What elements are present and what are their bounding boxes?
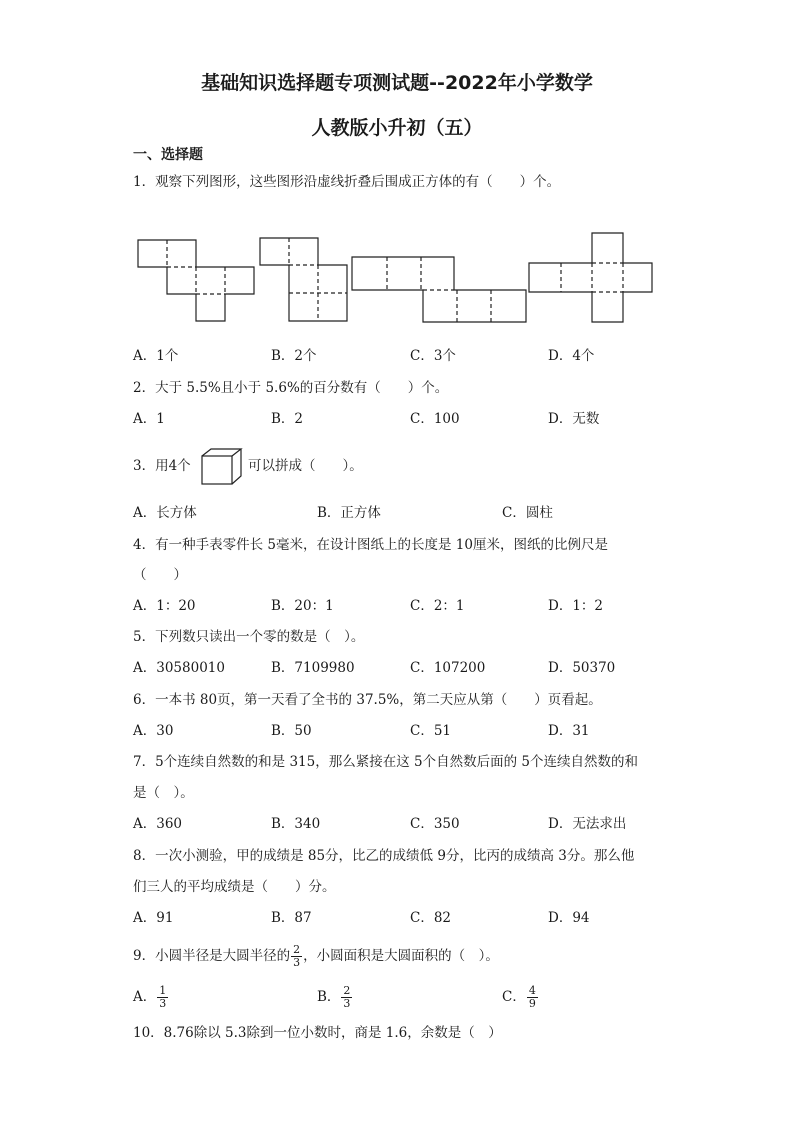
- q2-option-a[interactable]: A．1: [133, 411, 165, 427]
- question-6: 6．一本书 80页，第一天看了全书的 37.5%，第二天应从第（ ）页看起。: [133, 692, 602, 708]
- question-9-after: ，小圆面积是大圆面积的（ ）。: [303, 948, 499, 964]
- q8-option-c[interactable]: C．82: [410, 910, 452, 926]
- q3-option-a[interactable]: A．长方体: [133, 505, 197, 521]
- q9-option-c[interactable]: C． $\frac{4}{9}$: [502, 984, 536, 1010]
- q6-option-c[interactable]: C．51: [410, 723, 452, 739]
- q2-option-b[interactable]: B．2: [271, 411, 304, 427]
- question-4-line1: 4．有一种手表零件长 5毫米，在设计图纸上的长度是 10厘米，图纸的比例尺是: [133, 537, 608, 553]
- question-9: [133, 944, 499, 969]
- q1-option-c[interactable]: C．3个: [410, 348, 456, 364]
- q6-option-b[interactable]: B．50: [271, 723, 312, 739]
- question-5: 5．下列数只读出一个零的数是（ ）。: [133, 629, 365, 645]
- q3-option-b[interactable]: B．正方体: [317, 505, 381, 521]
- cube-nets-figure: [134, 228, 656, 326]
- q8-option-b[interactable]: B．87: [271, 910, 312, 926]
- q5-option-b[interactable]: B．7109980: [271, 660, 355, 676]
- q4-option-c[interactable]: C．2：1: [410, 598, 465, 614]
- document-title-line2: 人教版小升初（五）: [311, 117, 483, 139]
- q5-option-c[interactable]: C．107200: [410, 660, 486, 676]
- q7-option-a[interactable]: A．360: [133, 816, 183, 832]
- q7-option-d[interactable]: D．无法求出: [548, 816, 627, 832]
- question-10: 10．8.76除以 5.3除到一位小数时，商是 1.6，余数是（ ）: [133, 1025, 502, 1041]
- q8-option-a[interactable]: A．91: [133, 910, 174, 926]
- question-3-before: 3．用4个: [133, 458, 191, 474]
- question-2: 2．大于 5.5%且小于 5.6%的百分数有（ ）个。: [133, 380, 449, 396]
- question-4-line2: （ ）: [133, 567, 187, 583]
- q1-option-d[interactable]: D．4个: [548, 348, 595, 364]
- cube-net-1: [138, 240, 254, 321]
- question-9-fraction: $\frac{2}{3}$: [293, 943, 301, 969]
- question-8-line1: 8．一次小测验，甲的成绩是 85分，比乙的成绩低 9分，比丙的成绩高 3分。那么他: [133, 848, 635, 864]
- q6-option-a[interactable]: A．30: [133, 723, 174, 739]
- cube-net-3: [352, 257, 526, 322]
- q1-option-b[interactable]: B．2个: [271, 348, 317, 364]
- q9-option-a[interactable]: A． $\frac{1}{3}$: [133, 984, 167, 1010]
- q9-option-b[interactable]: B． $\frac{2}{3}$: [317, 984, 351, 1010]
- q5-option-d[interactable]: D．50370: [548, 660, 616, 676]
- question-7-line2: 是（ ）。: [133, 785, 194, 801]
- q4-option-a[interactable]: A．1：20: [133, 598, 196, 614]
- q1-option-a[interactable]: A．1个: [133, 348, 179, 364]
- question-1: 1．观察下列图形，这些图形沿虚线折叠后围成正方体的有（ ）个。: [133, 174, 561, 190]
- q5-option-a[interactable]: A．30580010: [133, 660, 225, 676]
- q6-option-d[interactable]: D．31: [548, 723, 590, 739]
- q3-option-c[interactable]: C．圆柱: [502, 505, 553, 521]
- cube-icon: [200, 448, 244, 486]
- q4-option-b[interactable]: B．20：1: [271, 598, 334, 614]
- question-3-after: 可以拼成（ ）。: [248, 458, 363, 474]
- q7-option-c[interactable]: C．350: [410, 816, 460, 832]
- q8-option-d[interactable]: D．94: [548, 910, 590, 926]
- cube-net-2: [260, 238, 347, 321]
- section-heading: 一、选择题: [133, 147, 203, 163]
- q4-option-d[interactable]: D．1：2: [548, 598, 604, 614]
- document-title-line1: 基础知识选择题专项测试题--2022年小学数学: [201, 72, 593, 94]
- question-9-before: 9．小圆半径是大圆半径的: [133, 948, 291, 964]
- q2-option-d[interactable]: D．无数: [548, 411, 600, 427]
- q7-option-b[interactable]: B．340: [271, 816, 321, 832]
- question-7-line1: 7．5个连续自然数的和是 315，那么紧接在这 5个自然数后面的 5个连续自然数的和: [133, 754, 638, 770]
- q2-option-c[interactable]: C．100: [410, 411, 460, 427]
- cube-net-4: [529, 233, 652, 322]
- question-8-line2: 们三人的平均成绩是（ ）分。: [133, 879, 336, 895]
